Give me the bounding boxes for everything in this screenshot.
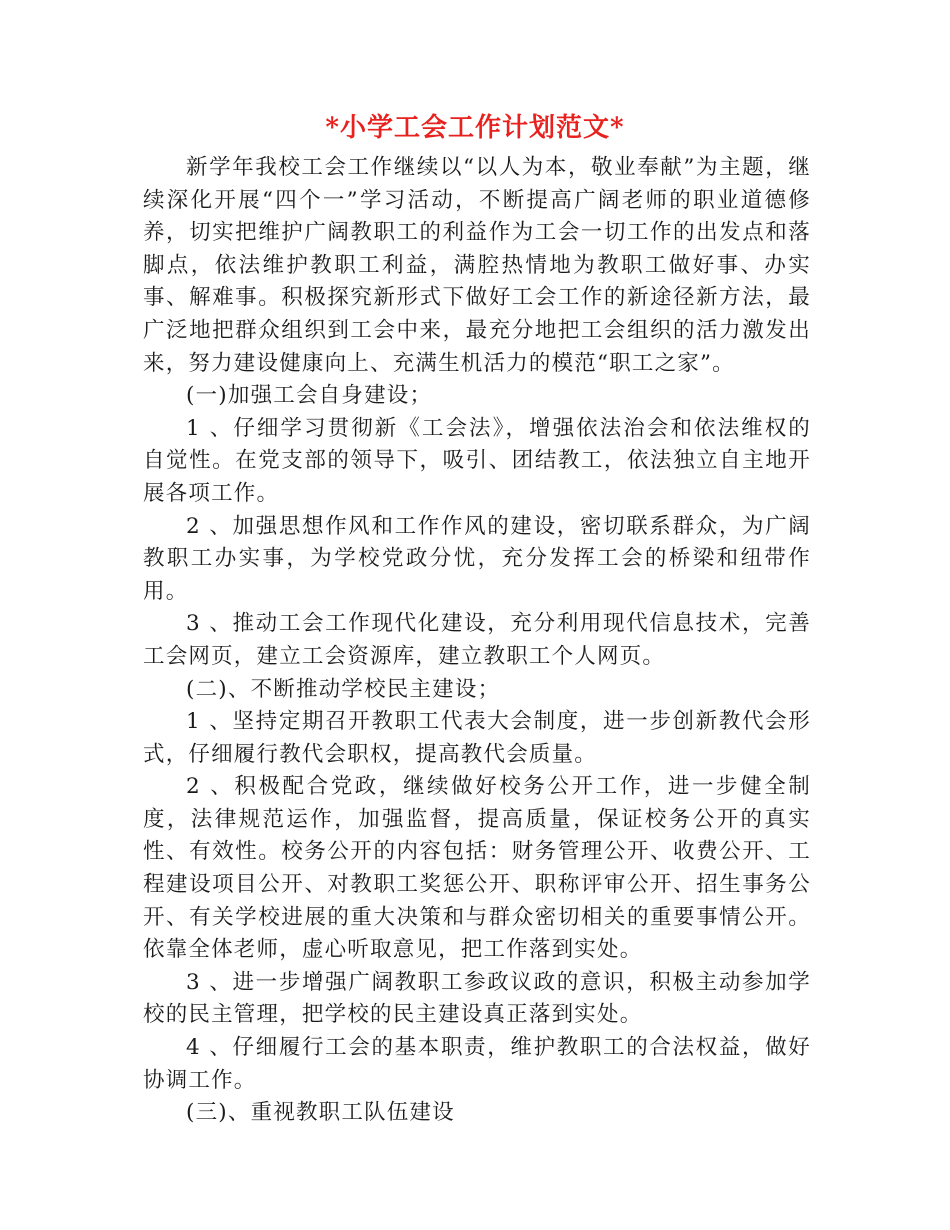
paragraph-2-1: 1 、坚持定期召开教职工代表大会制度，进一步创新教代会形式，仔细履行教代会职权，提高教代会质量。 — [143, 709, 811, 767]
section-heading-3: (三)、重视教职工队伍建设 — [186, 1100, 455, 1126]
section-heading-1: (一)加强工会自身建设； — [186, 383, 433, 409]
paragraph-2-2: 2 、积极配合党政，继续做好校务公开工作，进一步健全制度，法律规范运作，加强监督，提高质量，保证校务公开的真实性、有效性。校务公开的内容包括：财务管理公开、收费公开、工程建设项目公开、对教职工奖惩公开、职称评审公开、招生事务公开、有关学校进展的重大决策和与群众密切相关的重要事情公开。依靠全体老师，虚心听取意见，把工作落到实处。 — [143, 774, 811, 963]
section-heading-2: (二)、不断推动学校民主建设； — [186, 676, 501, 702]
paragraph-1-2: 2 、加强思想作风和工作作风的建设，密切联系群众，为广阔教职工办实事，为学校党政分忧，充分发挥工会的桥梁和纽带作用。 — [143, 513, 811, 604]
document-title: *小学工会工作计划范文* — [325, 113, 625, 143]
paragraph-2-3: 3 、进一步增强广阔教职工参政议政的意识，积极主动参加学校的民主管理，把学校的民主建设真正落到实处。 — [143, 969, 811, 1028]
document-body — [143, 152, 811, 1130]
paragraph-1-3: 3 、推动工会工作现代化建设，充分利用现代信息技术，完善工会网页，建立工会资源库，建立教职工个人网页。 — [143, 611, 811, 669]
paragraph-2-4: 4 、仔细履行工会的基本职责，维护教职工的合法权益，做好协调工作。 — [143, 1035, 811, 1093]
paragraph-intro: 新学年我校工会工作继续以“以人为本，敬业奉献”为主题，继续深化开展“四个一”学习活动，不断提高广阔老师的职业道德修养，切实把维护广阔教职工的利益作为工会一切工作的出发点和落脚点，依法维护教职工利益，满腔热情地为教职工做好事、办实事、解难事。积极探究新形式下做好工会工作的新途径新方法，最广泛地把群众组织到工会中来，最充分地把工会组织的活力激发出来，努力建设健康向上、充满生机活力的模范“职工之家”。 — [143, 155, 811, 376]
paragraph-1-1: 1 、仔细学习贯彻新《工会法》，增强依法治会和依法维权的自觉性。在党支部的领导下，吸引、团结教工，依法独立自主地开展各项工作。 — [143, 415, 811, 506]
